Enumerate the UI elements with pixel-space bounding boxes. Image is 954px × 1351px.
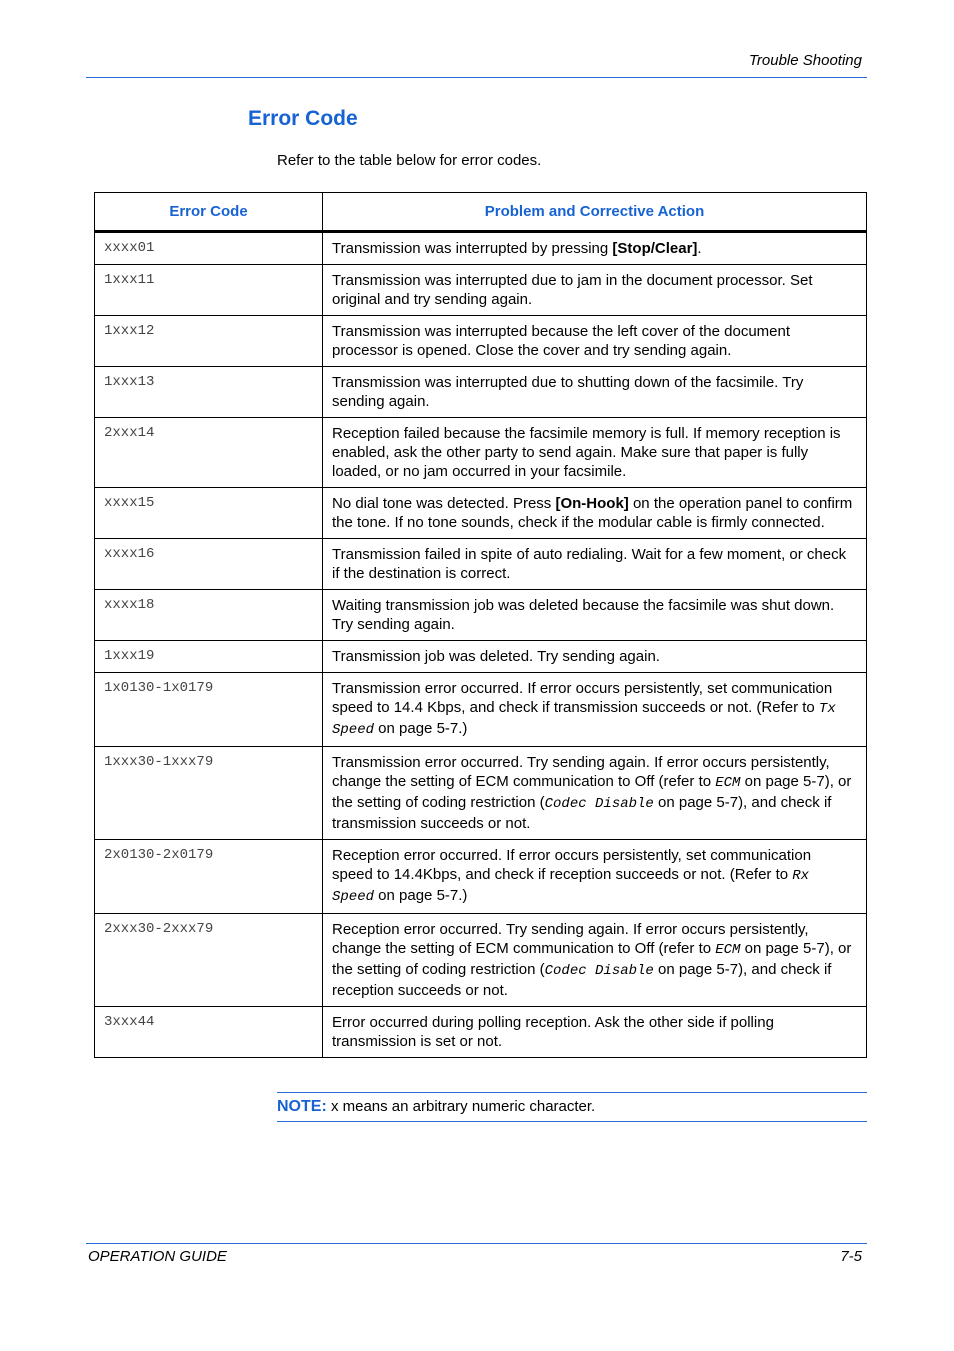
error-code-cell: 1xxx19 [95, 641, 323, 673]
table-row [95, 232, 867, 265]
error-code-table [94, 192, 867, 1058]
action-text: Reception error occurred. Try sending again. If error occurs persistently, change the setting of ECM communication to Off (refer to [332, 921, 809, 957]
key-label: [On-Hook] [555, 495, 629, 512]
error-code-cell: xxxx01 [95, 232, 323, 265]
error-code-cell: 3xxx44 [95, 1007, 323, 1058]
error-code-cell: xxxx16 [95, 539, 323, 590]
key-label: [Stop/Clear] [612, 240, 698, 257]
action-cell [323, 590, 867, 641]
table-row [95, 265, 867, 316]
error-code-cell: 2x0130-2x0179 [95, 840, 323, 914]
action-text: Transmission job was deleted. Try sending again. [332, 648, 660, 665]
setting-name: Codec Disable [544, 963, 654, 979]
error-code-cell: xxxx18 [95, 590, 323, 641]
footer-page-number: 7-5 [840, 1248, 862, 1265]
error-code-cell: 2xxx30-2xxx79 [95, 914, 323, 1007]
table-row [95, 488, 867, 539]
table-row [95, 418, 867, 488]
action-text: on the operation panel to confirm the tone. If no tone sounds, check if the modular cable is firmly connected. [332, 495, 853, 531]
column-header-action: Problem and Corrective Action [323, 193, 867, 232]
table-row [95, 747, 867, 840]
note-text: x means an arbitrary numeric character. [330, 1098, 596, 1115]
header-rule [86, 77, 867, 78]
action-text: Transmission was interrupted because the left cover of the document processor is opened. Close the cover and try sending again. [332, 323, 791, 359]
error-code-cell: 1x0130-1x0179 [95, 673, 323, 747]
error-code-cell: xxxx15 [95, 488, 323, 539]
error-code-cell: 1xxx12 [95, 316, 323, 367]
column-header-error-code: Error Code [95, 193, 323, 232]
action-cell [323, 488, 867, 539]
action-text: Transmission failed in spite of auto redialing. Wait for a few moment, or check if the destination is correct. [332, 546, 847, 582]
table-row [95, 539, 867, 590]
action-cell [323, 539, 867, 590]
table-row [95, 1007, 867, 1058]
action-text: Error occurred during polling reception. Ask the other side if polling transmission is set or not. [332, 1014, 774, 1050]
table-row [95, 914, 867, 1007]
action-text: on page 5-7.) [374, 720, 468, 737]
action-text: Transmission was interrupted due to shutting down of the facsimile. Try sending again. [332, 374, 804, 410]
action-cell [323, 1007, 867, 1058]
action-text: Reception error occurred. If error occurs persistently, set communication speed to 14.4Kbps, and check if reception succeeds or not. (Refer to [332, 847, 812, 883]
action-text: Waiting transmission job was deleted because the facsimile was shut down. Try sending again. [332, 597, 835, 633]
action-text: on page 5-7), or the setting of coding restriction ( [332, 773, 852, 811]
action-cell [323, 265, 867, 316]
action-text: on page 5-7), or the setting of coding restriction ( [332, 940, 852, 978]
table-row [95, 590, 867, 641]
action-text: Reception failed because the facsimile memory is full. If memory reception is enabled, ask the other party to send again. Make sure that paper is fully loaded, or no jam occurred in your facsimile. [332, 425, 841, 480]
error-code-cell: 1xxx30-1xxx79 [95, 747, 323, 840]
footer-guide-title: OPERATION GUIDE [88, 1248, 227, 1265]
action-text: Transmission error occurred. Try sending again. If error occurs persistently, change the setting of ECM communication to Off (refer to [332, 754, 830, 790]
action-text: No dial tone was detected. Press [332, 495, 556, 512]
action-cell [323, 418, 867, 488]
table-row [95, 641, 867, 673]
page-title: Error Code [248, 107, 358, 130]
running-header: Trouble Shooting [748, 52, 862, 69]
table-row [95, 367, 867, 418]
action-text: Transmission error occurred. If error occurs persistently, set communication speed to 14.4 Kbps, and check if transmission succeeds or not. (Refer to [332, 680, 833, 716]
action-text: Transmission was interrupted by pressing [332, 240, 613, 257]
setting-name: Rx Speed [332, 868, 810, 905]
setting-name: ECM [715, 942, 741, 958]
setting-name: Codec Disable [544, 796, 654, 812]
action-cell [323, 673, 867, 747]
footer-rule [86, 1243, 867, 1244]
error-code-cell: 1xxx13 [95, 367, 323, 418]
setting-name: ECM [715, 775, 741, 791]
table-row [95, 673, 867, 747]
action-text: on page 5-7), and check if transmission succeeds or not. [332, 794, 832, 832]
action-text: . [697, 240, 702, 257]
error-code-cell: 1xxx11 [95, 265, 323, 316]
action-text: Transmission was interrupted due to jam in the document processor. Set original and try sending again. [332, 272, 813, 308]
setting-name: Tx Speed [332, 701, 836, 738]
table-row [95, 316, 867, 367]
note-box [277, 1092, 867, 1122]
intro-text: Refer to the table below for error codes. [277, 152, 542, 169]
table-body [95, 232, 867, 1058]
table-row [95, 840, 867, 914]
action-cell [323, 367, 867, 418]
error-code-cell: 2xxx14 [95, 418, 323, 488]
action-cell [323, 232, 867, 265]
note-label: NOTE: [277, 1098, 327, 1115]
table-header-row [95, 193, 867, 232]
action-cell [323, 840, 867, 914]
action-cell [323, 914, 867, 1007]
action-cell [323, 641, 867, 673]
action-cell [323, 316, 867, 367]
action-cell [323, 747, 867, 840]
action-text: on page 5-7), and check if reception succeeds or not. [332, 961, 832, 999]
action-text: on page 5-7.) [374, 887, 468, 904]
